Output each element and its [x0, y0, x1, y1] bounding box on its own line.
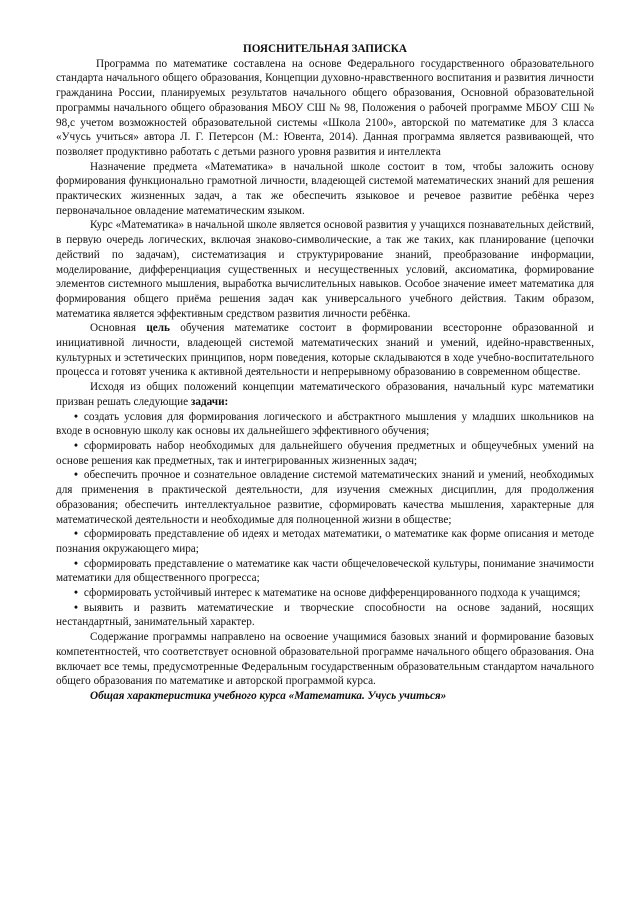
- section-heading: Общая характеристика учебного курса «Математика. Учусь учиться»: [90, 689, 447, 702]
- bullet-item: [56, 527, 594, 556]
- goal-text-after: обучения математике состоит в формировании всесторонне образованной и инициативной личности, владеющей системой математических знаний и умений, идейно-нравственных, культурных и эстетических принципов, норм поведения, которые складываются в ходе учебно-воспитательного процесса и готовят ученика к активной деятельности и непрерывному образованию в современном обществе.: [56, 322, 594, 379]
- paragraph-tasks-intro: [56, 380, 594, 409]
- bullet-icon: •: [74, 528, 78, 541]
- bullet-text: сформировать представление об идеях и методах математики, о математике как форме описания и методе познания окружающего мира;: [56, 528, 594, 555]
- paragraph-subject-purpose: Назначение предмета «Математика» в начальной школе состоит в том, чтобы заложить основу формирования функционально грамотной личности, владеющей системой математических знаний для решения практических жизненных задач, а так же обеспечить языковое и речевое развитие ребёнка через первоначальное овладение математическим языком.: [56, 160, 594, 217]
- bullet-icon: •: [74, 469, 78, 482]
- bullet-item: [56, 557, 594, 586]
- bullet-item: [56, 410, 594, 439]
- bullet-text: обеспечить прочное и сознательное овладение системой математических знаний и умений, необходимых для применения в практической деятельности, для изучения смежных дисциплин, для продолжения образования; обеспечить интеллектуальное развитие, сформировать качества мышления, характерные для математической деятельности и необходимые для полноценной жизни в обществе;: [56, 469, 594, 526]
- paragraph-course-role: Курс «Математика» в начальной школе является основой развития у учащихся познавательных действий, в первую очередь логических, включая знаково-символические, а так же таких, как планирование (цепочки действий по задачам), систематизация и структурирование знаний, преобразование информации, моделирование, дифференциация существенных и несущественных условий, аксиоматика, формирование элементов системного мышления, выработка вычислительных навыков. Особое значение имеет математика для формирования общего приёма решения задач как универсального учебного действия. Таким образом, математика является эффективным средством развития личности ребёнка.: [56, 219, 594, 320]
- tasks-intro-text: Исходя из общих положений концепции математического образования, начальный курс математики призван решать следующие: [56, 381, 594, 408]
- bullet-icon: •: [74, 410, 78, 423]
- paragraph-program-content: Содержание программы направлено на освоение учащимися базовых знаний и формирование базовых компетентностей, что соответствует основной образовательной программе начального общего образования. Она включает все темы, предусмотренные Федеральным государственным образовательным стандартом начального общего образования по математике и авторской программой курса.: [56, 631, 594, 688]
- tasks-keyword: задачи:: [190, 395, 229, 408]
- page-title: ПОЯСНИТЕЛЬНАЯ ЗАПИСКА: [243, 43, 407, 55]
- goal-text-before: Основная: [90, 322, 147, 335]
- bullet-icon: •: [74, 439, 78, 452]
- bullet-text: создать условия для формирования логического и абстрактного мышления у младших школьников на входе в основную школу как основы их дальнейшего эффективного обучения;: [56, 410, 594, 438]
- bullet-icon: •: [74, 601, 78, 614]
- bullet-text: сформировать набор необходимых для дальнейшего обучения предметных и общеучебных умений на основе решения как предметных, так и интегрированных жизненных задач;: [56, 439, 594, 467]
- bullet-item: [56, 601, 594, 630]
- paragraph-program-basis: Программа по математике составлена на основе Федерального государственного образовательного стандарта начального общего образования, Концепции духовно-нравственного воспитания и развития личности гражданина России, планируемых результатов начального общего образования, Основной образовательной программы начального общего образования МБОУ СШ № 98, Положения о рабочей программе МБОУ СШ № 98,с учетом возможностей образовательной системы «Школа 2100», авторской по математике для 3 класса «Учусь учиться» автора Л. Г. Петерсон (М.: Ювента, 2014). Данная программа является развивающей, что позволяет продуктивно работать с детьми разного уровня развития и интеллекта: [56, 57, 594, 158]
- bullet-text: сформировать устойчивый интерес к математике на основе дифференцированного подхода к учащимся;: [83, 587, 581, 600]
- bullet-item: [56, 468, 594, 527]
- bullet-text: сформировать представление о математике как части общечеловеческой культуры, понимание значимости математики для общественного прогресса;: [56, 557, 594, 585]
- goal-keyword: цель: [146, 322, 170, 335]
- bullet-item: [56, 439, 594, 468]
- bullet-icon: •: [74, 557, 78, 570]
- bullet-item: [56, 586, 594, 601]
- paragraph-main-goal: [56, 321, 594, 380]
- bullet-text: выявить и развить математические и творческие способности на основе заданий, носящих нестандартный, занимательный характер.: [56, 601, 594, 629]
- bullet-icon: •: [74, 587, 78, 600]
